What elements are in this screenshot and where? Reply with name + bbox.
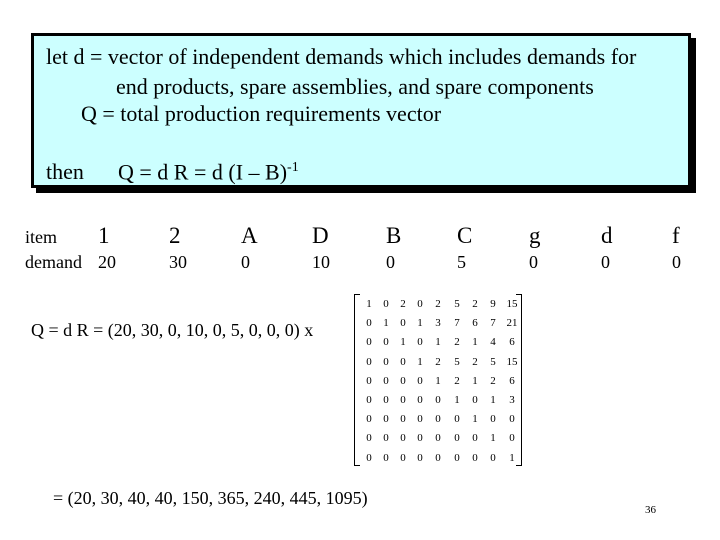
matrix-cell: 0 bbox=[417, 451, 423, 464]
q-equation: Q = d R = (20, 30, 0, 10, 0, 5, 0, 0, 0) x bbox=[31, 320, 314, 340]
matrix-cell: 0 bbox=[383, 432, 389, 445]
matrix-cell: 1 bbox=[490, 432, 496, 445]
matrix-cell: 0 bbox=[454, 413, 460, 426]
matrix-cell: 1 bbox=[472, 413, 478, 426]
matrix-cell: 0 bbox=[435, 432, 441, 445]
item-row-label: item bbox=[25, 227, 57, 247]
demand-value: 0 bbox=[672, 252, 681, 272]
matrix-cell: 0 bbox=[509, 432, 515, 445]
matrix-cell: 0 bbox=[417, 374, 423, 387]
matrix-row bbox=[360, 333, 518, 351]
matrix-cell: 0 bbox=[400, 451, 406, 464]
matrix-cell: 0 bbox=[472, 432, 478, 445]
definition-line-2: end products, spare assemblies, and spare components bbox=[116, 74, 594, 99]
matrix-cell: 3 bbox=[435, 317, 441, 330]
item-header: g bbox=[529, 223, 541, 248]
matrix-cell: 0 bbox=[435, 394, 441, 406]
demand-value: 0 bbox=[601, 252, 610, 272]
demand-row-label: demand bbox=[25, 252, 82, 272]
matrix-cell: 0 bbox=[400, 374, 406, 387]
result-vector: = (20, 30, 40, 40, 150, 365, 240, 445, 1095) bbox=[53, 488, 368, 508]
matrix-row bbox=[360, 429, 518, 447]
item-header: f bbox=[672, 223, 680, 248]
matrix-cell: 2 bbox=[454, 336, 460, 349]
matrix-cell: 0 bbox=[417, 298, 423, 310]
matrix-cell: 0 bbox=[366, 355, 372, 368]
matrix-cell: 0 bbox=[383, 336, 389, 349]
item-header: A bbox=[241, 223, 258, 248]
definition-line-1: let d = vector of independent demands which includes demands for bbox=[46, 44, 637, 69]
matrix-cell: 0 bbox=[454, 451, 460, 464]
matrix-cell: 0 bbox=[383, 413, 389, 426]
matrix-cell: 1 bbox=[454, 394, 460, 406]
demand-value: 0 bbox=[386, 252, 395, 272]
matrix-cell: 0 bbox=[472, 451, 478, 464]
page-number: 36 bbox=[645, 504, 656, 516]
matrix-row bbox=[360, 391, 518, 409]
matrix-cell: 0 bbox=[417, 413, 423, 426]
demand-value: 0 bbox=[529, 252, 538, 272]
matrix-cell: 2 bbox=[490, 374, 496, 387]
demand-value: 0 bbox=[241, 252, 250, 272]
formula-main: Q = d R = d (I – B) bbox=[118, 159, 288, 185]
matrix-cell: 6 bbox=[509, 336, 515, 349]
definition-box bbox=[31, 33, 691, 188]
matrix-cell: 0 bbox=[366, 336, 372, 349]
matrix-cell: 0 bbox=[383, 298, 389, 310]
matrix-cell: 15 bbox=[506, 298, 518, 310]
matrix-cell: 0 bbox=[400, 394, 406, 406]
item-header: 2 bbox=[169, 223, 181, 248]
item-header: B bbox=[386, 223, 402, 248]
matrix-cell: 2 bbox=[472, 298, 478, 310]
matrix-cell: 0 bbox=[383, 394, 389, 406]
matrix-cell: 0 bbox=[383, 451, 389, 464]
matrix-cell: 5 bbox=[454, 298, 460, 310]
matrix-cell: 15 bbox=[506, 355, 518, 368]
item-header: d bbox=[601, 223, 613, 248]
then-word: then bbox=[46, 159, 84, 184]
matrix-cell: 1 bbox=[366, 298, 372, 310]
r-matrix bbox=[354, 291, 522, 466]
matrix-cell: 0 bbox=[383, 374, 389, 387]
matrix-cell: 1 bbox=[435, 336, 441, 349]
item-header: D bbox=[312, 223, 329, 248]
matrix-cell: 2 bbox=[400, 298, 406, 310]
matrix-cell: 0 bbox=[435, 413, 441, 426]
demand-value: 10 bbox=[312, 252, 330, 272]
matrix-row bbox=[360, 449, 518, 467]
matrix-cell: 0 bbox=[366, 394, 372, 406]
matrix-cell: 1 bbox=[472, 374, 478, 387]
matrix-cell: 1 bbox=[472, 336, 478, 349]
matrix-cell: 0 bbox=[472, 394, 478, 406]
matrix-cell: 0 bbox=[366, 451, 372, 464]
matrix-cell: 5 bbox=[454, 355, 460, 368]
matrix-cell: 0 bbox=[435, 451, 441, 464]
matrix-cell: 7 bbox=[454, 317, 460, 330]
matrix-cell: 6 bbox=[509, 374, 515, 387]
matrix-cell: 0 bbox=[383, 355, 389, 368]
matrix-cell: 1 bbox=[417, 317, 423, 330]
matrix-cell: 0 bbox=[366, 432, 372, 445]
matrix-cell: 0 bbox=[490, 451, 496, 464]
formula-exponent: -1 bbox=[287, 160, 299, 175]
matrix-row bbox=[360, 353, 518, 371]
matrix-cell: 5 bbox=[490, 355, 496, 368]
definition-line-3: Q = total production requirements vector bbox=[81, 101, 442, 126]
matrix-cell: 6 bbox=[472, 317, 478, 330]
matrix-cell: 2 bbox=[454, 374, 460, 387]
matrix-cell: 0 bbox=[509, 413, 515, 426]
matrix-cell: 0 bbox=[366, 317, 372, 330]
demand-value: 20 bbox=[98, 252, 116, 272]
demand-value: 5 bbox=[457, 252, 466, 272]
matrix-cell: 0 bbox=[454, 432, 460, 445]
matrix-cell: 0 bbox=[417, 432, 423, 445]
matrix-cell: 0 bbox=[417, 394, 423, 406]
matrix-cell: 0 bbox=[490, 413, 496, 426]
matrix-cell: 1 bbox=[509, 451, 515, 464]
matrix-cell: 9 bbox=[490, 298, 496, 310]
matrix-cell: 2 bbox=[472, 355, 478, 368]
matrix-cell: 1 bbox=[417, 355, 423, 368]
item-header: 1 bbox=[98, 223, 110, 248]
matrix-cell: 0 bbox=[400, 432, 406, 445]
matrix-cell: 1 bbox=[435, 374, 441, 387]
item-header: C bbox=[457, 223, 473, 248]
matrix-cell: 0 bbox=[400, 413, 406, 426]
matrix-row bbox=[360, 314, 518, 332]
matrix-cell: 0 bbox=[400, 355, 406, 368]
matrix-cell: 2 bbox=[435, 355, 441, 368]
matrix-cell: 3 bbox=[509, 394, 515, 406]
matrix-cell: 7 bbox=[490, 317, 496, 330]
matrix-cell: 0 bbox=[400, 317, 406, 330]
matrix-cell: 1 bbox=[400, 336, 406, 349]
matrix-cell: 1 bbox=[490, 394, 496, 406]
matrix-cell: 0 bbox=[417, 336, 423, 349]
demand-value: 30 bbox=[169, 252, 187, 272]
matrix-cell: 4 bbox=[490, 336, 496, 349]
matrix-row bbox=[360, 295, 518, 313]
matrix-cell: 1 bbox=[383, 317, 389, 330]
matrix-cell: 21 bbox=[506, 317, 518, 330]
formula bbox=[118, 161, 299, 183]
matrix-row bbox=[360, 372, 518, 390]
matrix-row bbox=[360, 410, 518, 428]
matrix-cell: 0 bbox=[366, 374, 372, 387]
matrix-cell: 2 bbox=[435, 298, 441, 310]
matrix-cell: 0 bbox=[366, 413, 372, 426]
